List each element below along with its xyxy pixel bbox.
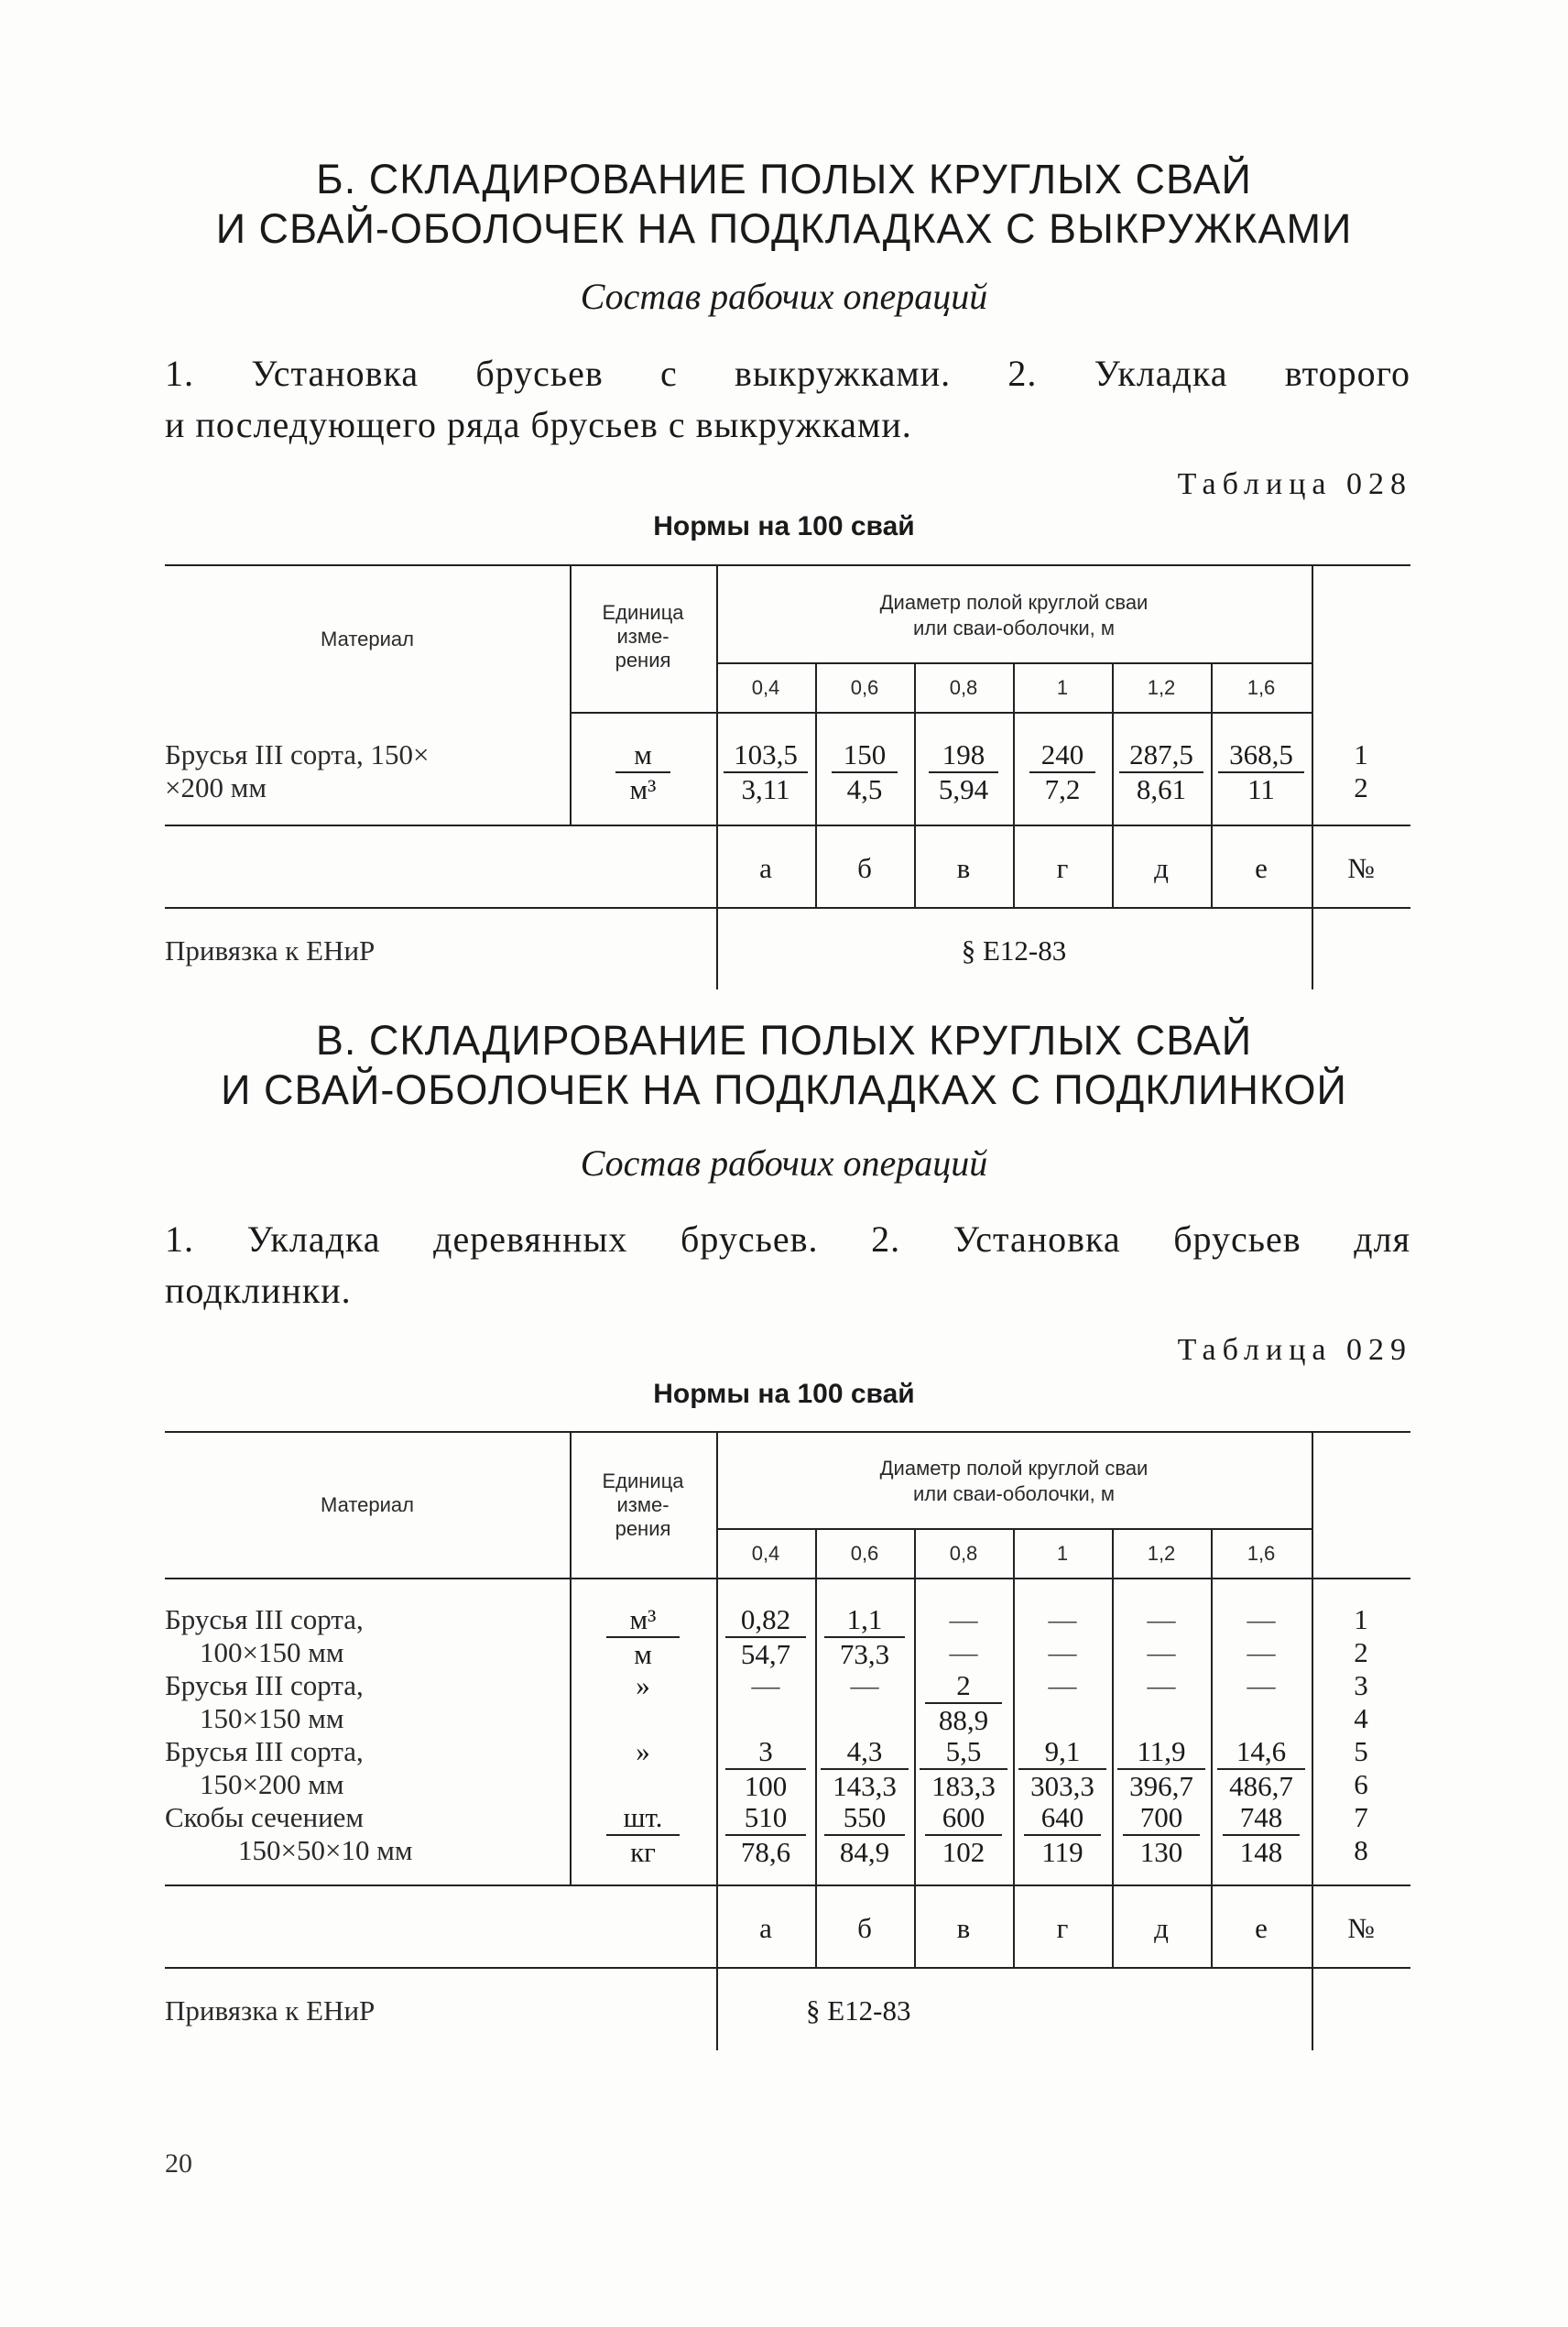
table-029-dash: — [1247, 1636, 1276, 1668]
table-029-binding-label: Привязка к ЕНиР [165, 1994, 376, 2027]
table-028-value: $\frac{240}{7,2}$ [1029, 738, 1095, 806]
table-028-letter: б [857, 852, 872, 884]
table-029-value: $\frac{1,1}{73,3}$ [824, 1603, 905, 1671]
table-029-letter: б [857, 1912, 872, 1944]
table-029-row-index: 6 [1354, 1768, 1368, 1800]
section-v-subtitle: Состав рабочих операций [580, 1142, 988, 1184]
table-029-value: $\frac{2}{88,9}$ [925, 1669, 1002, 1737]
table-029-number: Таблица 029 [1177, 1333, 1412, 1367]
table-028-row-index: 1 [1354, 738, 1368, 770]
table-029-dash: — [1048, 1636, 1077, 1668]
table-029-material: Брусья III сорта, [165, 1603, 364, 1635]
table-029-value: $\frac{11,9}{396,7}$ [1117, 1735, 1205, 1803]
table-029-diameter: 0,4 [751, 1542, 780, 1565]
table-029-dash: — [850, 1669, 879, 1701]
section-b-operations [165, 348, 1410, 451]
table-028-header-unit-3: рения [615, 649, 671, 672]
table-028-header-diameter-1: Диаметр полой круглой сваи [879, 591, 1149, 614]
table-028-value: $\frac{287,5}{8,61}$ [1119, 738, 1203, 806]
table-029-dash: — [1147, 1669, 1176, 1701]
section-v-operations [165, 1214, 1410, 1316]
table-029-dash: — [949, 1636, 978, 1668]
table-029-material: 150×150 мм [200, 1702, 344, 1734]
table-029-value: $\frac{9,1}{303,3}$ [1018, 1735, 1106, 1803]
table-029-diameter: 1 [1056, 1542, 1069, 1565]
table-028-value: $\frac{368,5}{11}$ [1218, 738, 1304, 806]
table-028-diameter: 1,2 [1147, 676, 1176, 699]
table-029-dash: — [1147, 1603, 1176, 1635]
table-029-row-index: 4 [1354, 1702, 1368, 1734]
table-028-binding-label: Привязка к ЕНиР [165, 934, 376, 967]
table-029-unit: шт. кг [606, 1801, 680, 1869]
table-028-header-material: Материал [321, 628, 414, 650]
page-number: 20 [165, 2148, 192, 2179]
table-029-diameter: 1,2 [1147, 1542, 1176, 1565]
table-029-material: Брусья III сорта, [165, 1669, 364, 1701]
table-029-material: 150×50×10 мм [238, 1834, 413, 1866]
table-029-dash: — [1247, 1603, 1276, 1635]
section-b-operations-line2: и последующего ряда брусьев с выкружками. [165, 404, 912, 445]
section-b-title-line2: И СВАЙ-ОБОЛОЧЕК НА ПОДКЛАДКАХ С ВЫКРУЖКАМИ [215, 205, 1353, 252]
table-028-unit: м м³ [615, 738, 670, 806]
section-b-title-line1: Б. СКЛАДИРОВАНИЕ ПОЛЫХ КРУГЛЫХ СВАЙ [316, 156, 1252, 202]
table-029-dash: — [1247, 1669, 1276, 1701]
table-028-number: Таблица 028 [1177, 467, 1412, 501]
section-b-operations-line1: 1. Установка брусьев с выкружками. 2. Укладка второго [165, 353, 1410, 394]
table-028-letter: в [956, 852, 971, 884]
table-029-row-index: 8 [1354, 1834, 1368, 1866]
table-029-header-unit-3: рения [615, 1517, 671, 1540]
table-029-unit-ditto: » [636, 1735, 650, 1767]
table-029-value: $\frac{640}{119}$ [1024, 1801, 1101, 1869]
section-b-subtitle: Состав рабочих операций [580, 276, 988, 317]
table-029-dash: — [949, 1603, 978, 1635]
table-028-letter: д [1154, 852, 1169, 884]
table-028-letter: а [759, 852, 772, 884]
section-v-operations-line1: 1. Укладка деревянных брусьев. 2. Установка брусьев для [165, 1218, 1410, 1260]
section-v-title-line1: В. СКЛАДИРОВАНИЕ ПОЛЫХ КРУГЛЫХ СВАЙ [315, 1017, 1253, 1064]
table-029-letter: в [956, 1912, 971, 1944]
table-029-row-index: 2 [1354, 1636, 1368, 1668]
table-028-diameter: 0,6 [850, 676, 879, 699]
table-029-value: $\frac{510}{78,6}$ [725, 1801, 806, 1869]
table-028-binding-value: § Е12-83 [961, 934, 1067, 967]
table-029-num-sign: № [1347, 1912, 1375, 1944]
table-028-diameter: 0,4 [751, 676, 780, 699]
table-028-value: $\frac{103,5}{3,11}$ [724, 738, 808, 806]
table-028-num-sign: № [1347, 852, 1375, 884]
table-029-material: Брусья III сорта, [165, 1735, 364, 1767]
table-029-header-unit-2: изме- [616, 1493, 670, 1516]
table-029-value: $\frac{5,5}{183,3}$ [920, 1735, 1007, 1803]
table-029-value: $\frac{748}{148}$ [1223, 1801, 1300, 1869]
table-028-value: $\frac{198}{5,94}$ [929, 738, 998, 806]
table-029-row-index: 7 [1354, 1801, 1368, 1833]
table-028-heading: Нормы на 100 свай [653, 511, 915, 541]
table-029-value: $\frac{600}{102}$ [925, 1801, 1002, 1869]
table-029-value: $\frac{4,3}{143,3}$ [821, 1735, 909, 1803]
table-028-diameter: 0,8 [949, 676, 978, 699]
table-028-diameter: 1,6 [1247, 676, 1276, 699]
table-029-value: $\frac{550}{84,9}$ [824, 1801, 905, 1869]
section-v-operations-line2: подклинки. [165, 1270, 352, 1311]
table-028-material-line2: ×200 мм [165, 771, 267, 803]
table-029-dash: — [1048, 1603, 1077, 1635]
table-029-letter: г [1056, 1912, 1069, 1944]
table-029-header-diameter-1: Диаметр полой круглой сваи [879, 1457, 1149, 1480]
table-028-value: $\frac{150}{4,5}$ [832, 738, 898, 806]
table-029-diameter: 1,6 [1247, 1542, 1276, 1565]
table-029-unit: м³ м [606, 1603, 680, 1671]
table-028-diameter: 1 [1056, 676, 1069, 699]
table-029-dash: — [1147, 1636, 1176, 1668]
table-029-value: $\frac{700}{130}$ [1123, 1801, 1200, 1869]
table-029-letter: а [759, 1912, 772, 1944]
table-029-value: $\frac{14,6}{486,7}$ [1217, 1735, 1305, 1803]
table-028-header-diameter-2: или сваи-оболочки, м [913, 617, 1115, 639]
table-028-header-unit-1: Единица [602, 601, 684, 624]
table-029-row-index: 1 [1354, 1603, 1368, 1635]
table-028-letter: е [1255, 852, 1268, 884]
table-029-diameter: 0,6 [850, 1542, 879, 1565]
table-028-letter: г [1056, 852, 1069, 884]
table-029-header-unit-1: Единица [602, 1469, 684, 1492]
table-029-dash: — [751, 1669, 780, 1701]
table-029-header-material: Материал [321, 1493, 414, 1516]
section-v-title-line2: И СВАЙ-ОБОЛОЧЕК НА ПОДКЛАДКАХ С ПОДКЛИНКОЙ [221, 1066, 1347, 1113]
table-029-heading: Нормы на 100 свай [653, 1379, 915, 1409]
table-029-dash: — [1048, 1669, 1077, 1701]
table-029-row-index: 3 [1354, 1669, 1368, 1701]
table-028-row-index: 2 [1354, 771, 1368, 803]
table-029-material: 100×150 мм [200, 1636, 344, 1668]
table-028-material-line1: Брусья III сорта, 150× [165, 738, 430, 770]
table-029-material: Скобы сечением [165, 1801, 365, 1833]
table-029-letter: е [1255, 1912, 1268, 1944]
table-029-value: $\frac{0,82}{54,7}$ [725, 1603, 806, 1671]
table-029-diameter: 0,8 [949, 1542, 978, 1565]
table-028-header-unit-2: изме- [616, 625, 670, 648]
table-029-unit-ditto: » [636, 1669, 650, 1701]
table-029-row-index: 5 [1354, 1735, 1368, 1767]
table-029-letter: д [1154, 1912, 1169, 1944]
table-029-header-diameter-2: или сваи-оболочки, м [913, 1482, 1115, 1505]
table-029-value: $\frac{3}{100}$ [725, 1735, 806, 1803]
table-029-binding-value: § Е12-83 [806, 1994, 911, 2027]
table-029-material: 150×200 мм [200, 1768, 344, 1800]
